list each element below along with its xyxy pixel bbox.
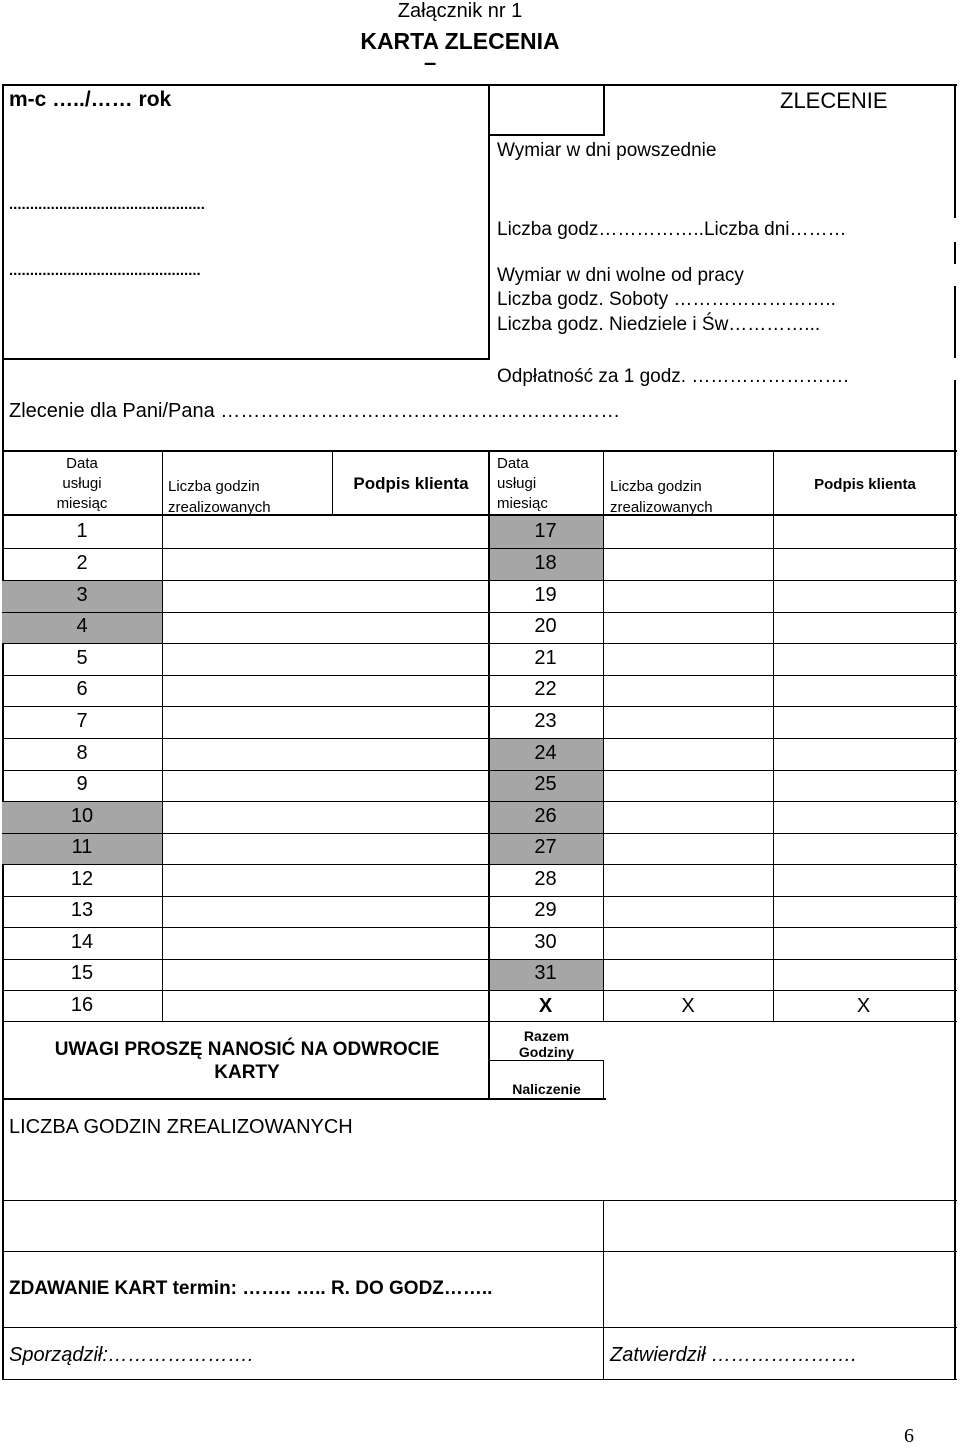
day-cell: 28 — [534, 868, 557, 890]
day-cell: 29 — [534, 899, 557, 921]
right-date-header: Data usługi miesiąc — [497, 455, 548, 512]
day-cell: 1 — [76, 520, 88, 542]
title-dash: – — [424, 50, 437, 75]
zdawanie-kart-field[interactable]: ZDAWANIE KART termin: …….. ….. R. DO GODZ…….. — [9, 1278, 493, 1299]
wymiar-powszednie-label: Wymiar w dni powszednie — [497, 140, 717, 161]
day-cell: 24 — [534, 742, 557, 764]
day-cell: 17 — [534, 520, 557, 542]
razem-godziny-label: Razem Godziny — [518, 1028, 575, 1060]
day-cell: 8 — [76, 742, 88, 764]
day-cell: 15 — [70, 962, 94, 984]
day-cell: 6 — [76, 678, 88, 700]
month-year-field[interactable]: m-c …../…… rok — [9, 88, 172, 111]
day-cell: 25 — [534, 773, 557, 795]
day-cell: 2 — [76, 552, 88, 574]
day-cell: 30 — [534, 931, 557, 953]
day-cell: 16 — [70, 994, 94, 1016]
dots-field-1[interactable]: ............................................... — [9, 196, 205, 213]
day-cell: 20 — [534, 615, 557, 637]
left-hours-header: Liczba godzin zrealizowanych — [168, 478, 271, 516]
day-cell: 18 — [534, 552, 557, 574]
day-cell: 14 — [70, 931, 94, 953]
day-cell: 3 — [76, 584, 88, 606]
zlecenie-dla-field[interactable]: Zlecenie dla Pani/Pana …………………………………………………… — [9, 400, 621, 422]
liczba-godzin-label: LICZBA GODZIN ZREALIZOWANYCH — [9, 1116, 353, 1138]
day-cell: 22 — [534, 678, 557, 700]
x-mark: X — [856, 995, 871, 1017]
niedziele-field[interactable]: Liczba godz. Niedziele i Św…………... — [497, 314, 821, 335]
page-title: KARTA ZLECENIA — [360, 28, 560, 54]
dots-field-2[interactable]: .............................................. — [9, 262, 201, 279]
wymiar-wolne-label: Wymiar w dni wolne od pracy — [497, 265, 744, 286]
day-cell: 11 — [71, 836, 93, 858]
liczba-godz-dni-field[interactable]: Liczba godz……………..Liczba dni……… — [497, 219, 847, 240]
left-signature-header: Podpis klienta — [353, 474, 469, 493]
day-cell: 12 — [70, 868, 94, 890]
day-cell: 19 — [534, 584, 557, 606]
day-cell: 5 — [76, 647, 88, 669]
day-cell: 21 — [534, 647, 557, 669]
right-signature-header: Podpis klienta — [814, 476, 916, 493]
day-cell: 7 — [76, 710, 88, 732]
sporzadzil-field[interactable]: Sporządził:…………………. — [9, 1344, 254, 1366]
uwagi-note: UWAGI PROSZĘ NANOSIĆ NA ODWROCIE KARTY — [54, 1039, 440, 1083]
day-cell: 10 — [70, 805, 94, 827]
right-hours-header: Liczba godzin zrealizowanych — [610, 478, 713, 516]
zatwierdzil-field[interactable]: Zatwierdził …………………. — [610, 1344, 857, 1366]
odplatnosc-field[interactable]: Odpłatność za 1 godz. ……………………. — [497, 366, 849, 387]
x-mark: X — [681, 995, 695, 1017]
attachment-label: Załącznik nr 1 — [397, 0, 523, 22]
day-cell: 13 — [70, 899, 94, 921]
day-cell: 26 — [534, 805, 557, 827]
x-mark: X — [538, 995, 553, 1017]
zlecenie-label: ZLECENIE — [780, 88, 888, 113]
page-number: 6 — [904, 1425, 914, 1447]
soboty-field[interactable]: Liczba godz. Soboty …………………….. — [497, 289, 836, 310]
day-cell: 27 — [534, 836, 557, 858]
naliczenie-label: Naliczenie — [512, 1081, 581, 1097]
day-cell: 4 — [76, 615, 88, 637]
day-cell: 9 — [76, 773, 88, 795]
day-cell: 31 — [534, 962, 557, 984]
day-cell: 23 — [534, 710, 557, 732]
left-date-header: Data usługi miesiąc — [56, 455, 108, 512]
